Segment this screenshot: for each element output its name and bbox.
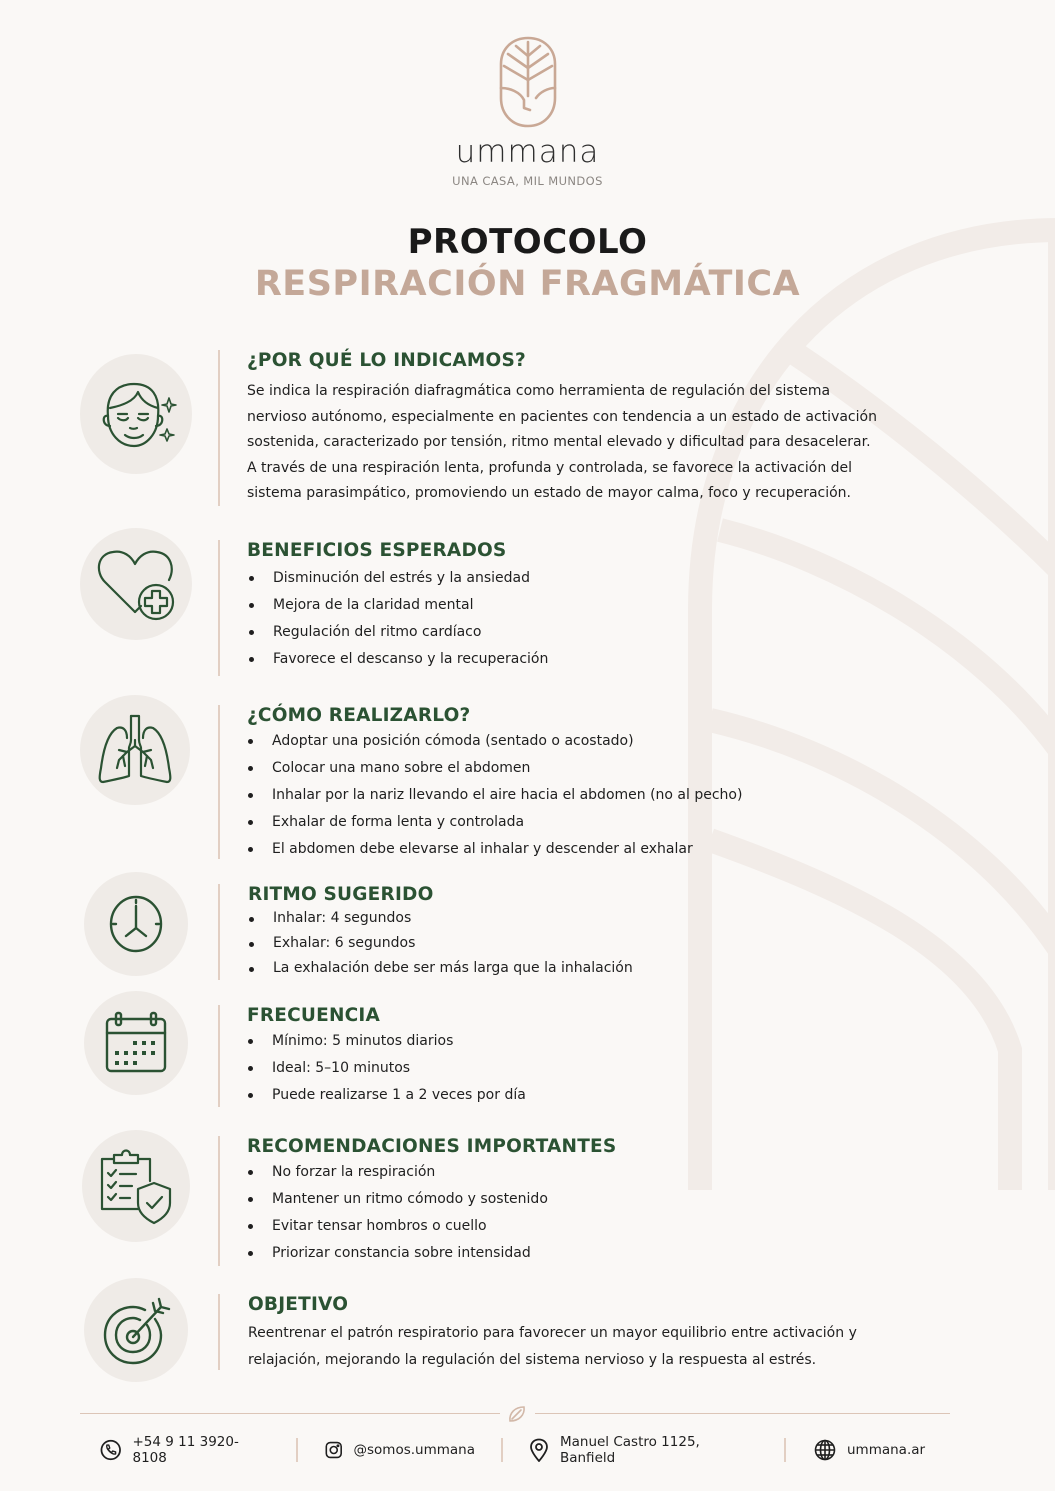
paragraph-line: nervioso autónomo, especialmente en pacientes con tendencia a un estado de activación bbox=[247, 408, 877, 425]
section-content bbox=[247, 1136, 940, 1267]
bullet-list bbox=[247, 728, 940, 863]
lungs-icon bbox=[97, 712, 173, 788]
section-divider bbox=[218, 540, 220, 676]
icon-circle bbox=[84, 991, 188, 1095]
paragraph-line: Se indica la respiración diafragmática como herramienta de regulación del sistema bbox=[247, 383, 831, 399]
list-item: Mejora de la claridad mental bbox=[248, 592, 940, 619]
bullet-list bbox=[247, 565, 940, 673]
footer-phone[interactable] bbox=[100, 1434, 270, 1466]
heart-plus-icon bbox=[95, 546, 177, 622]
section-paragraph bbox=[247, 379, 940, 507]
footer-divider bbox=[80, 1413, 500, 1414]
bullet-list bbox=[247, 1028, 940, 1109]
section-divider bbox=[218, 350, 220, 506]
section-heading: RECOMENDACIONES IMPORTANTES bbox=[247, 1136, 617, 1157]
address-text: Manuel Castro 1125, Banfield bbox=[559, 1434, 700, 1466]
list-item: No forzar la respiración bbox=[247, 1159, 940, 1186]
website-text: ummana.ar bbox=[847, 1442, 926, 1458]
icon-circle bbox=[82, 1130, 190, 1242]
brand-tagline: UNA CASA, MIL MUNDOS bbox=[452, 174, 603, 188]
icon-circle bbox=[84, 1278, 188, 1382]
section-divider bbox=[218, 1294, 220, 1370]
bullet-list bbox=[248, 906, 940, 981]
list-item: Adoptar una posición cómoda (sentado o acostado) bbox=[247, 728, 940, 755]
footer-separator bbox=[784, 1438, 786, 1462]
footer-address[interactable] bbox=[529, 1434, 759, 1466]
brand-name: ummana bbox=[455, 134, 600, 170]
phone-text: +54 9 11 3920-8108 bbox=[132, 1434, 239, 1466]
calendar-icon bbox=[104, 1011, 168, 1075]
icon-circle bbox=[84, 872, 188, 976]
section-paragraph bbox=[248, 1320, 940, 1374]
section-content bbox=[247, 540, 940, 673]
section-divider bbox=[218, 1136, 220, 1266]
section-heading: ¿CÓMO REALIZARLO? bbox=[247, 705, 471, 726]
list-item: Mínimo: 5 minutos diarios bbox=[247, 1028, 940, 1055]
list-item: Exhalar: 6 segundos bbox=[248, 931, 940, 956]
leaf-icon bbox=[507, 1404, 527, 1424]
section-heading: ¿POR QUÉ LO INDICAMOS? bbox=[247, 350, 526, 371]
list-item: Evitar tensar hombros o cuello bbox=[247, 1213, 940, 1240]
list-item: Colocar una mano sobre el abdomen bbox=[247, 755, 940, 782]
section-benefits bbox=[80, 540, 940, 680]
paragraph-line: A través de una respiración lenta, profunda y controlada, se favorece la activación del bbox=[247, 459, 853, 476]
instagram-icon bbox=[325, 1440, 343, 1460]
list-item: El abdomen debe elevarse al inhalar y descender al exhalar bbox=[247, 836, 940, 863]
section-heading: RITMO SUGERIDO bbox=[248, 884, 434, 905]
section-divider bbox=[218, 884, 220, 980]
instagram-text: @somos.ummana bbox=[353, 1442, 475, 1458]
section-recommendations bbox=[80, 1136, 940, 1276]
list-item: Favorece el descanso y la recuperación bbox=[248, 646, 940, 673]
title-line-1: PROTOCOLO bbox=[407, 222, 648, 262]
brand-logo bbox=[0, 36, 1055, 188]
location-pin-icon bbox=[529, 1438, 549, 1462]
list-item: Disminución del estrés y la ansiedad bbox=[248, 565, 940, 592]
globe-icon bbox=[814, 1439, 836, 1461]
footer-separator bbox=[296, 1438, 298, 1462]
footer-contact bbox=[100, 1436, 950, 1464]
footer-separator bbox=[501, 1438, 503, 1462]
bullet-list bbox=[247, 1159, 940, 1267]
paragraph-line: Reentrenar el patrón respiratorio para favorecer un mayor equilibrio entre activación y bbox=[248, 1325, 857, 1341]
section-heading: OBJETIVO bbox=[248, 1294, 349, 1315]
list-item: Mantener un ritmo cómodo y sostenido bbox=[247, 1186, 940, 1213]
icon-circle bbox=[80, 695, 190, 805]
page-title bbox=[0, 222, 1055, 304]
section-heading: FRECUENCIA bbox=[247, 1005, 381, 1026]
list-item: Inhalar: 4 segundos bbox=[248, 906, 940, 931]
phone-icon bbox=[100, 1439, 122, 1461]
target-arrow-icon bbox=[101, 1295, 171, 1365]
clock-icon bbox=[108, 894, 164, 954]
section-content bbox=[247, 350, 940, 507]
relaxed-face-icon bbox=[94, 372, 178, 456]
list-item: Exhalar de forma lenta y controlada bbox=[247, 809, 940, 836]
section-content bbox=[248, 884, 940, 981]
list-item: La exhalación debe ser más larga que la inhalación bbox=[248, 956, 940, 981]
paragraph-line: sostenida, caracterizado por tensión, ritmo mental elevado y dificultad para desacelerar. bbox=[247, 434, 871, 450]
section-divider bbox=[218, 1005, 220, 1107]
paragraph-line: relajación, mejorando la regulación del sistema nervioso y la respuesta al estrés. bbox=[248, 1352, 817, 1368]
list-item: Puede realizarse 1 a 2 veces por día bbox=[247, 1082, 940, 1109]
footer-divider bbox=[535, 1413, 950, 1414]
ummana-logo-icon bbox=[498, 36, 558, 128]
icon-circle bbox=[80, 354, 192, 474]
icon-circle bbox=[80, 528, 192, 640]
section-why bbox=[80, 350, 940, 510]
list-item: Inhalar por la nariz llevando el aire hacia el abdomen (no al pecho) bbox=[247, 782, 940, 809]
list-item: Priorizar constancia sobre intensidad bbox=[247, 1240, 940, 1267]
section-objective bbox=[80, 1294, 940, 1384]
section-content bbox=[248, 1294, 940, 1374]
section-frequency bbox=[80, 1005, 940, 1115]
section-divider bbox=[218, 705, 220, 859]
section-content bbox=[247, 1005, 940, 1109]
paragraph-line: sistema parasimpático, promoviendo un estado de mayor calma, foco y recuperación. bbox=[247, 485, 852, 501]
section-how bbox=[80, 705, 940, 865]
clipboard-shield-icon bbox=[98, 1147, 174, 1225]
list-item: Regulación del ritmo cardíaco bbox=[248, 619, 940, 646]
section-heading: BENEFICIOS ESPERADOS bbox=[247, 540, 507, 561]
footer-website[interactable] bbox=[814, 1439, 925, 1461]
section-content bbox=[247, 705, 940, 863]
list-item: Ideal: 5–10 minutos bbox=[247, 1055, 940, 1082]
title-line-2: RESPIRACIÓN FRAGMÁTICA bbox=[254, 264, 801, 304]
footer-instagram[interactable] bbox=[325, 1440, 475, 1460]
section-rhythm bbox=[80, 884, 940, 984]
